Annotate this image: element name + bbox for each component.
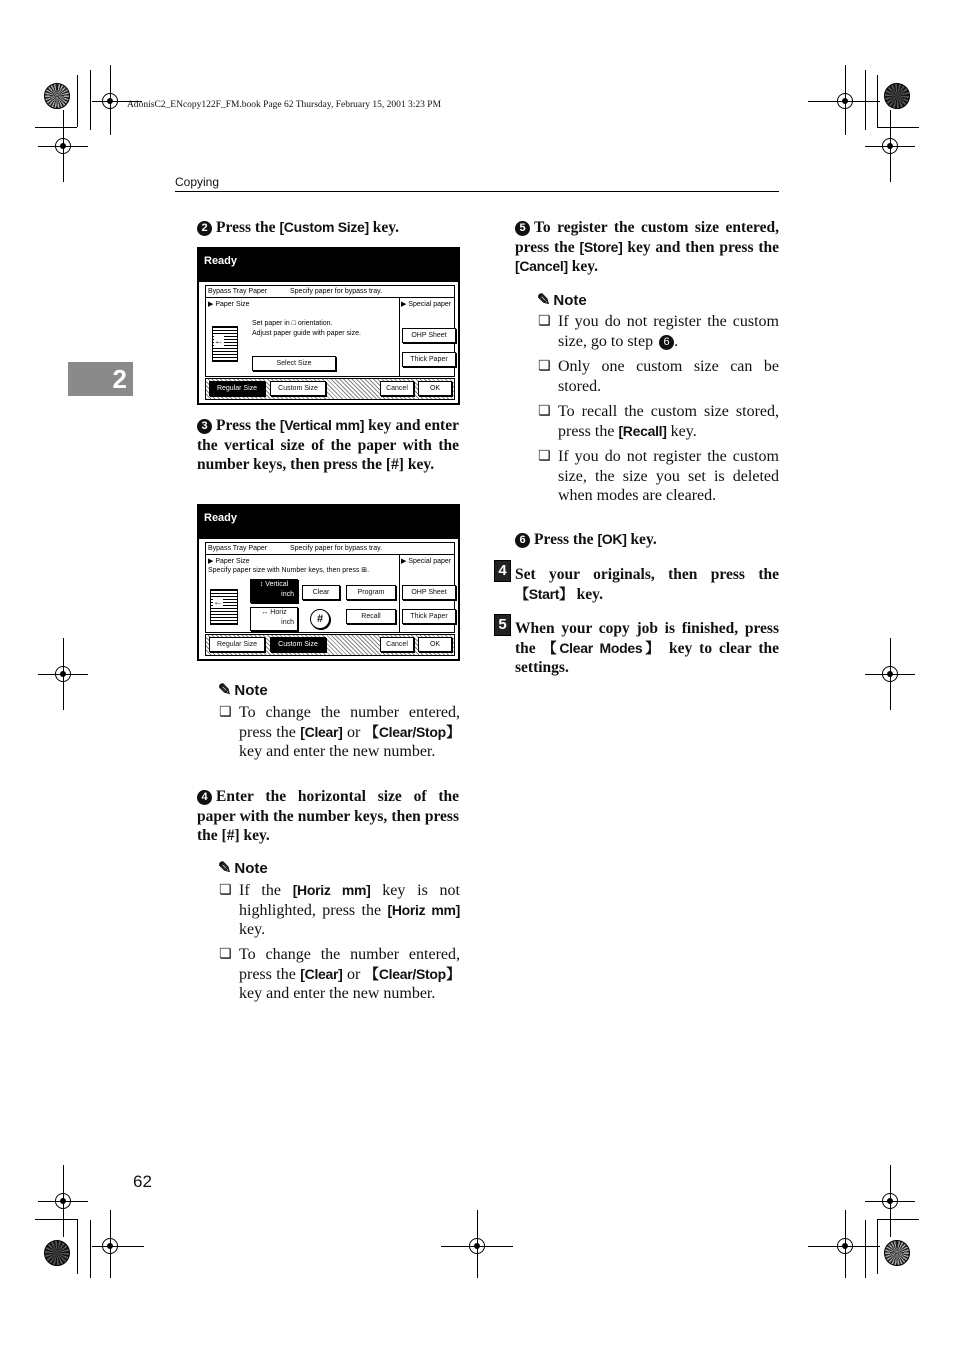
registration-mark-icon (882, 138, 898, 154)
screen-custom-size (197, 247, 460, 405)
custom-size-button[interactable]: Custom Size (270, 637, 326, 652)
cancel-button[interactable]: Cancel (380, 637, 414, 652)
ohp-sheet-button[interactable]: OHP Sheet (402, 585, 456, 600)
note-item: ❏ If you do not register the custom size, go to step 6 . (538, 313, 779, 350)
note-item: ❏ To change the number entered, press the [Clear] or 【Clear/Stop】 key and enter the new number. (219, 704, 461, 760)
step-3: 3 Press the [Vertical mm] key and enter the vertical size of the paper with the number keys, then press the [#] key. (197, 417, 459, 473)
custom-size-button[interactable]: Custom Size (270, 381, 326, 396)
registration-mark-icon (55, 666, 71, 682)
pencil-icon: ✎ (537, 292, 551, 309)
note-item: ❏ If the [Horiz mm] key is not highlighted, press the [Horiz mm] key. (219, 882, 460, 938)
step-number-icon: 6 (515, 533, 530, 548)
recall-button[interactable]: Recall (346, 609, 396, 624)
checkbox-bullet-icon: ❏ (219, 704, 232, 720)
running-head: Copying (175, 175, 220, 189)
screen-panel: Bypass Tray Paper Specify paper for bypass tray. ▶ Paper Size ▶ Special paper ← Set paper in □ orientation. Adjust paper guide with paper size. Select Size OHP Sheet Thick Paper (205, 285, 455, 377)
note-item: ❏ To recall the custom size stored, press the [Recall] key. (538, 403, 779, 440)
file-header: AdonisC2_ENcopy122F_FM.book Page 62 Thursday, February 15, 2001 3:23 PM (127, 100, 442, 110)
arrow-left-icon: ← (213, 597, 223, 608)
screen-custom-size-entry (197, 504, 460, 661)
registration-mark-icon (469, 1238, 485, 1254)
checkbox-bullet-icon: ❏ (219, 946, 232, 962)
ready-status: Ready (204, 512, 238, 524)
chapter-tab: 2 (68, 362, 133, 396)
registration-mark-icon (882, 1193, 898, 1209)
color-wheel-icon (884, 83, 910, 109)
color-wheel-icon (44, 83, 70, 109)
step-number-icon: 2 (197, 221, 212, 236)
regular-size-button[interactable]: Regular Size (209, 637, 265, 652)
header-rule (175, 191, 779, 192)
step-number-icon: 5 (515, 221, 530, 236)
program-button[interactable]: Program (346, 585, 396, 600)
step-6: 6 Press the [OK] key. (515, 530, 779, 550)
note-heading: ✎ Note (537, 292, 587, 309)
step-clear-settings: When your copy job is finished, press the 【Clear Modes】 key to clear the settings. (515, 620, 779, 676)
registration-mark-icon (837, 1238, 853, 1254)
clear-button[interactable]: Clear (302, 585, 340, 600)
screen-bottom-bar (205, 634, 455, 656)
ok-button[interactable]: OK (418, 637, 452, 652)
note-heading: ✎ Note (218, 682, 268, 699)
step-4-marker-icon: 4 (494, 560, 511, 582)
step-5-marker-icon: 5 (494, 614, 511, 636)
screen-status-bar (199, 506, 458, 539)
step-number-icon: 3 (197, 419, 212, 434)
pencil-icon: ✎ (218, 682, 232, 699)
hash-key-button[interactable]: # (310, 609, 330, 629)
registration-mark-icon (55, 1193, 71, 1209)
screen-panel: Bypass Tray Paper Specify paper for bypass tray. ▶ Paper Size Specify paper size with Number keys, then press ⊞. ▶ Special paper ← ↕ Vertical inch ↔ Horiz inch Clear Program # Recall OHP Sheet Thick Paper (205, 542, 455, 633)
step-reference-icon: 6 (659, 335, 674, 350)
step-4: 4 Enter the horizontal size of the paper with the number keys, then press the [#] key. (197, 788, 459, 844)
color-wheel-icon (44, 1240, 70, 1266)
registration-mark-icon (55, 138, 71, 154)
step-number-icon: 4 (197, 790, 212, 805)
registration-mark-icon (882, 666, 898, 682)
arrow-left-icon: ← (214, 336, 224, 347)
registration-mark-icon (837, 93, 853, 109)
cancel-button[interactable]: Cancel (380, 381, 414, 396)
note-item: ❏ To change the number entered, press the [Clear] or 【Clear/Stop】 key and enter the new number. (219, 946, 461, 1002)
thick-paper-button[interactable]: Thick Paper (402, 609, 456, 624)
pencil-icon: ✎ (218, 860, 232, 877)
checkbox-bullet-icon: ❏ (538, 358, 551, 374)
checkbox-bullet-icon: ❏ (538, 403, 551, 419)
note-heading: ✎ Note (218, 860, 268, 877)
select-size-button[interactable]: Select Size (252, 356, 336, 371)
color-wheel-icon (884, 1240, 910, 1266)
checkbox-bullet-icon: ❏ (538, 448, 551, 464)
horiz-mm-button[interactable]: ↔ Horiz inch (250, 607, 298, 631)
page-number: 62 (133, 1172, 152, 1191)
step-set-originals: Set your originals, then press the 【Start】 key. (515, 566, 779, 603)
checkbox-bullet-icon: ❏ (538, 313, 551, 329)
ok-button[interactable]: OK (418, 381, 452, 396)
registration-mark-icon (102, 93, 118, 109)
ohp-sheet-button[interactable]: OHP Sheet (402, 328, 456, 343)
note-item: ❏ Only one custom size can be stored. (538, 358, 779, 395)
checkbox-bullet-icon: ❏ (219, 882, 232, 898)
step-2: 2 Press the [Custom Size] key. (197, 218, 462, 238)
regular-size-button[interactable]: Regular Size (209, 381, 265, 396)
ready-status: Ready (204, 255, 238, 267)
screen-bottom-bar (205, 378, 455, 400)
thick-paper-button[interactable]: Thick Paper (402, 352, 456, 367)
step-5: 5 To register the custom size entered, press the [Store] key and then press the [Cancel] key. (515, 219, 779, 275)
vertical-mm-button[interactable]: ↕ Vertical inch (250, 579, 298, 603)
note-item: ❏ If you do not register the custom size, the size you set is deleted when modes are cleared. (538, 448, 779, 504)
registration-mark-icon (102, 1238, 118, 1254)
screen-status-bar (199, 249, 458, 282)
